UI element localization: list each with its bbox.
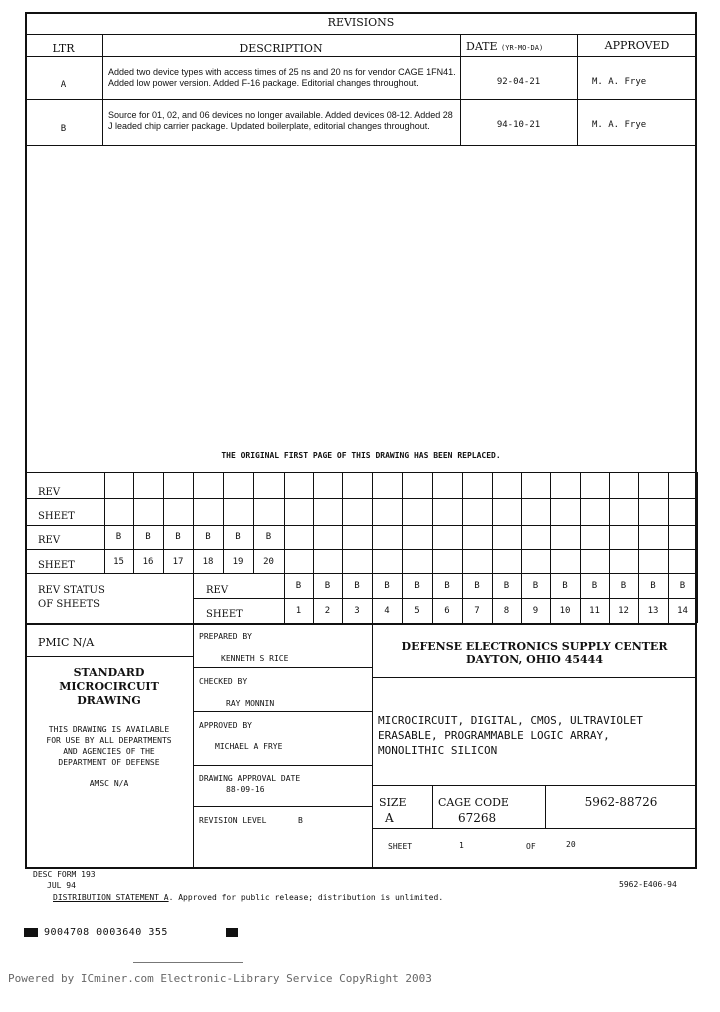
divider [193, 765, 372, 766]
status-sheet-cell: 7 [474, 605, 480, 616]
availability-text: DEPARTMENT OF DEFENSE [58, 758, 160, 767]
status-rev-cell: B [503, 581, 510, 591]
prepared-label: PREPARED BY [199, 632, 252, 641]
rev-row-ltr: B [60, 124, 67, 134]
approval-date-label: DRAWING APPROVAL DATE [199, 774, 301, 783]
standard-title: MICROCIRCUIT [59, 680, 159, 693]
description-header: DESCRIPTION [239, 42, 323, 55]
status-sheet-cell: 6 [444, 605, 450, 616]
rev-label: REV [38, 487, 61, 498]
divider [432, 785, 433, 828]
powered-by: Powered by ICminer.com Electronic-Library Service CopyRight 2003 [8, 972, 432, 985]
sheet-number: 1 [459, 841, 464, 850]
divider [25, 56, 697, 57]
pmic: PMIC N/A [38, 636, 95, 649]
divider [372, 677, 697, 678]
status-rev-cell: B [324, 581, 331, 591]
divider [193, 573, 194, 869]
availability-text: AND AGENCIES OF THE [63, 747, 155, 756]
revision-level: B [298, 816, 303, 825]
status-sheet-cell: 10 [559, 605, 571, 616]
divider [133, 962, 243, 963]
availability-text: THIS DRAWING IS AVAILABLE [48, 725, 170, 734]
status-sheet-cell: 18 [202, 557, 214, 567]
size-value: A [385, 811, 394, 825]
status-sheet-cell: 16 [142, 557, 154, 567]
status-sheet-cell: 15 [113, 557, 124, 567]
drawing-number: 5962-88726 [584, 795, 658, 809]
status-rev-cell: B [115, 532, 122, 542]
checked-name: RAY MONNIN [226, 699, 275, 708]
status-rev-cell: B [444, 581, 450, 591]
divider [372, 828, 697, 829]
divider [193, 667, 372, 668]
status-rev-cell: B [384, 581, 390, 591]
status-rev-cell: B [354, 581, 360, 591]
sheet-label: SHEET [388, 842, 413, 851]
drawing-title: ERASABLE, PROGRAMMABLE LOGIC ARRAY, [378, 729, 610, 742]
sheet-total: 20 [566, 840, 576, 849]
of-label: OF [526, 842, 536, 851]
rev-row-description: Source for 01, 02, and 06 devices no longer available. Added devices 08-12. Added 28 J leaded chip carrier package. Updated boilerplate, editorial changes throughout. [108, 110, 453, 131]
status-rev-cell: B [650, 581, 656, 591]
status-sheet-cell: 13 [647, 605, 659, 616]
status-sheet-cell: 2 [324, 605, 331, 616]
form-date: JUL 94 [47, 881, 76, 890]
status-sheet-cell: 14 [677, 605, 688, 616]
status-sheet-cell: 5 [414, 605, 420, 616]
checked-label: CHECKED BY [199, 677, 248, 686]
rev-label: REV [206, 585, 229, 596]
size-label: SIZE [379, 796, 407, 809]
sheet-label: SHEET [206, 609, 243, 620]
grid-line [697, 472, 698, 623]
divider [25, 623, 697, 625]
rev-row-date: 92-04-21 [496, 77, 541, 87]
of-sheets-label: OF SHEETS [38, 599, 101, 610]
approved-header: APPROVED [604, 39, 670, 52]
rev-status-label: REV STATUS [38, 585, 105, 596]
status-rev-cell: B [265, 532, 272, 542]
rev-row-approved: M. A. Frye [592, 77, 647, 87]
divider [193, 806, 372, 807]
prepared-name: KENNETH S RICE [221, 654, 289, 663]
cage-code-value: 67268 [458, 811, 497, 825]
status-sheet-cell: 9 [532, 605, 539, 616]
divider [25, 145, 697, 146]
divider [25, 34, 697, 35]
availability-text: FOR USE BY ALL DEPARTMENTS [46, 736, 172, 745]
status-sheet-cell: 1 [295, 605, 302, 616]
rev-label: REV [38, 535, 61, 546]
sheet-label: SHEET [38, 511, 75, 522]
distribution-statement: DISTRIBUTION STATEMENT A. Approved for public release; distribution is unlimited. [53, 893, 444, 902]
grid-line [25, 472, 697, 473]
divider [372, 785, 697, 786]
status-sheet-cell: 20 [263, 557, 274, 567]
agency-name: DEFENSE ELECTRONICS SUPPLY CENTER [401, 640, 668, 653]
status-rev-cell: B [145, 532, 151, 542]
grid-line [25, 573, 697, 574]
rev-row-date: 94-10-21 [496, 120, 541, 130]
ltr-header: LTR [52, 42, 75, 55]
drawing-title: MICROCIRCUIT, DIGITAL, CMOS, ULTRAVIOLET [378, 714, 643, 727]
status-rev-cell: B [532, 581, 539, 591]
amsc: AMSC N/A [89, 779, 129, 788]
status-sheet-cell: 8 [503, 605, 510, 616]
approved-name: MICHAEL A FRYE [215, 742, 283, 751]
status-sheet-cell: 12 [618, 605, 629, 616]
replaced-notice: THE ORIGINAL FIRST PAGE OF THIS DRAWING HAS BEEN REPLACED. [221, 451, 501, 460]
grid-line [25, 498, 697, 499]
grid-line [25, 525, 697, 526]
agency-address: DAYTON, OHIO 45444 [466, 653, 603, 666]
divider [577, 34, 578, 145]
date-header: DATE (YR-MO-DA) [466, 40, 544, 53]
status-sheet-cell: 17 [172, 557, 184, 567]
status-rev-cell: B [562, 581, 568, 591]
divider [25, 99, 697, 100]
status-rev-cell: B [175, 532, 181, 542]
status-rev-cell: B [620, 581, 627, 591]
status-rev-cell: B [474, 581, 480, 591]
revision-level-label: REVISION LEVEL [199, 816, 267, 825]
approval-date: 88-09-16 [226, 785, 265, 794]
rev-row-ltr: A [60, 80, 67, 90]
revisions-title: REVISIONS [327, 16, 395, 29]
rev-row-description: Added two device types with access times of 25 ns and 20 ns for vendor CAGE 1FN41. Added low power version. Added F-16 package. Editorial changes throughout. [108, 67, 456, 88]
sheet-label: SHEET [38, 560, 75, 571]
barcode-block [226, 928, 238, 937]
barcode-block [24, 928, 38, 937]
rev-row-approved: M. A. Frye [592, 120, 647, 130]
form-number: 5962-E406-94 [619, 880, 677, 889]
status-rev-cell: B [414, 581, 420, 591]
status-rev-cell: B [235, 532, 241, 542]
grid-line [25, 549, 697, 550]
status-rev-cell: B [679, 581, 686, 591]
status-sheet-cell: 3 [354, 605, 360, 616]
status-sheet-cell: 11 [589, 605, 600, 616]
barcode-text: 9004708 0003640 355 [44, 927, 168, 938]
divider [193, 711, 372, 712]
drawing-title: MONOLITHIC SILICON [378, 744, 498, 757]
cage-code-label: CAGE CODE [438, 796, 509, 809]
status-rev-cell: B [591, 581, 598, 591]
status-rev-cell: B [205, 532, 211, 542]
standard-title: DRAWING [77, 694, 141, 707]
divider [25, 656, 193, 657]
approved-label: APPROVED BY [199, 721, 252, 730]
status-sheet-cell: 19 [232, 557, 244, 567]
form-label: DESC FORM 193 [33, 870, 96, 879]
standard-title: STANDARD [73, 666, 145, 679]
status-rev-cell: B [295, 581, 302, 591]
divider [102, 34, 103, 145]
status-sheet-cell: 4 [384, 605, 390, 616]
